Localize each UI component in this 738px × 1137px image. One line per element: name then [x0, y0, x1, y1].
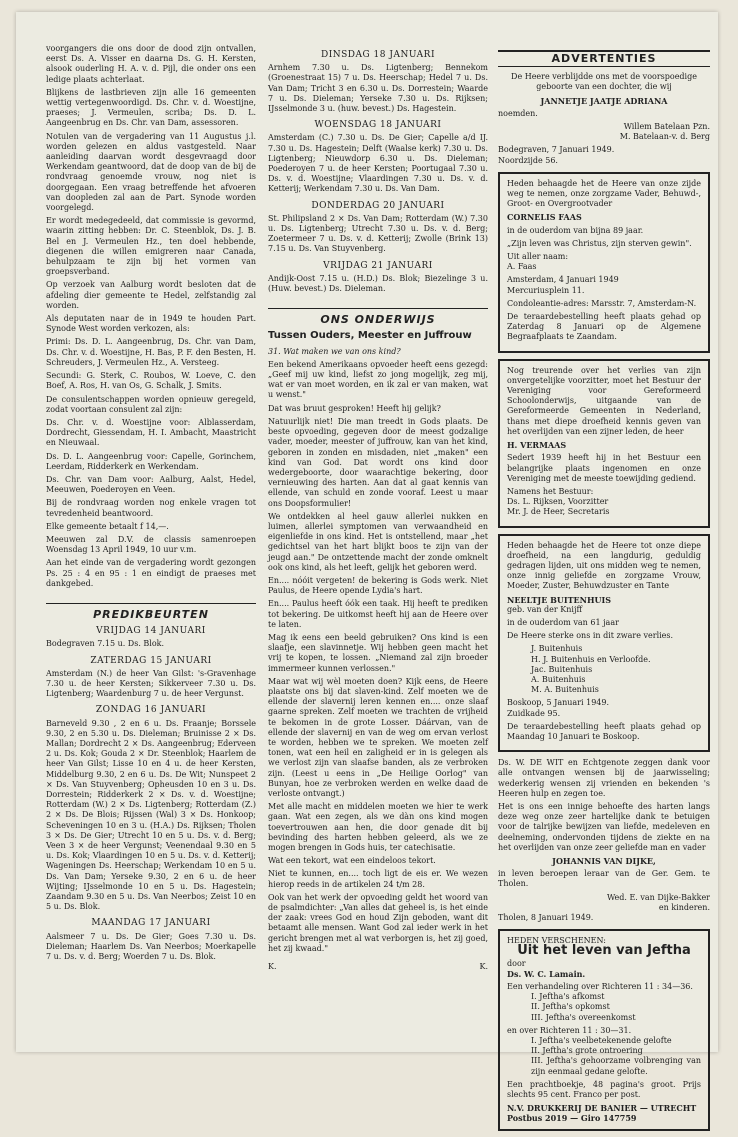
ad-text: Sedert 1939 heeft hij in het Bestuur een belangrijke plaats ingenomen en onze Vereniging met de meeste toewijding gediend.	[507, 453, 701, 483]
family-name: M. A. Buitenhuis	[531, 685, 599, 695]
ad-address: Noordzijde 56.	[498, 155, 558, 165]
paragraph: Primi: Ds. D. L. Aangeenbrug, Ds. Chr. van Dam, Ds. Chr. v. d. Woestijne, H. Bas, P. F. den Besten, H. Schreuders, J. Vermeulen Hz., A. Versteeg.	[46, 337, 256, 367]
article-paragraph: Een bekend Amerikaans opvoeder heeft eens gezegd: „Geef mij uw kind, liefst zo jong mogelijk, zeg mij, wat er van moet worden, en ik zal er van maken, wat u wenst."	[268, 359, 488, 400]
day-heading: VRIJDAG 21 JANUARI	[323, 260, 433, 271]
family-name: A. Buitenhuis	[531, 674, 586, 684]
deceased-name: NEELTJE BUITENHUIS	[507, 594, 611, 605]
article-paragraph: En.... nóóit vergeten! de bekering is Gods werk. Niet Paulus, de Heere opende Lydia's hart.	[268, 575, 488, 596]
day-heading: ZATERDAG 15 JANUARI	[90, 655, 212, 666]
article-paragraph: Maar wat wij wèl moeten doen? Kijk eens, de Heere plaatste ons bij dat slaven-kind. Zelf moeten we de ellende der slavernij leren kennen en.... onze slaaf gaarne spreken. Zelf moeten we trachten de vrijheid te bekomen in de grote Losser. Dáárvan, van de ellende der slavernij en van de weg om ervan verlost te worden, hebben we te spreken. We moeten zelf tonen, wat een heil en zaligheid er in is gelegen als we verlost zijn van slaafse banden, als ze verbroken zijn. (Leest u eens in „De Heilige Oorlog" van Bunyan, hoe ze verbroken werden en welke daad de verloste ontvangt.)	[268, 676, 488, 798]
day-schedule: Barneveld 9.30 , 2 en 6 u. Ds. Fraanje; Borssele 9.30, 2 en 5.30 u. Ds. Dieleman; Bruinisse 2 × Ds. Mallan; Dordrecht 2 × Ds. Aangeenbrug; Ederveen 2 u. Ds. Kok; Gouda 2 × Dr. Steenblok; Haarlem de heer Van Gilst; Lisse 10 en 4 u. de heer Kersten, Middelburg 9.30, 2 en 6 u. Ds. De Wit; Nunspeet 2 × Ds. Van Stuyvenberg; Opheusden 10 en 3 u. Ds. Dorrestein; Ridderkerk 2 × Ds. v. d. Woestijne; Rotterdam (W.) 2 × Ds. Ligtenberg; Rotterdam (Z.) 2 × Ds. De Blois; Rijssen (Wal) 3 × Ds. Honkoop; Scheveningen 10 en 3 u. (H.A.) Ds. Rijksen; Tholen 3 × Ds. De Gier; Utrecht 10 en 5 u. Ds. v. d. Berg; Veen 3 × de heer Vergunst; Veenendaal 9.30 en 5 u. Ds. Kok; Vlaardingen 10 en 5 u. Ds. v. d. Ketterij; Wageningen Ds. Heerschap; Werkendam 10 en 5 u. Ds. Van Dam; Yerseke 9.30, 2 en 6 u. de heer Wijting; IJsselmonde 10 en 5 u. Ds. Hagestein; Zaandam 9.30 en 5 u. Ds. Van Neerbos; Zeist 10 en 5 u. Ds. Blok.	[46, 718, 256, 912]
ad-text: door	[507, 958, 526, 968]
day-schedule: Andijk-Oost 7.15 u. (H.D.) Ds. Blok; Biezelinge 3 u. (Huw. bevest.) Ds. Dieleman.	[268, 273, 488, 294]
day-schedule: Bodegraven 7.15 u. Ds. Blok.	[46, 639, 165, 649]
paragraph: Secundi: G. Sterk, C. Roubos, W. Loeve, C. den Boef, A. Ros, H. van Os, G. Schalk, J. Smits.	[46, 371, 256, 391]
column-middle	[268, 44, 488, 972]
paragraph: Blijkens de lastbrieven zijn alle 16 gemeenten wettig vertegenwoordigd. Ds. Chr. v. d. Woestijne, praeses; J. Vermeulen, scriba; Ds. D. L. Aangeenbrug en Ds. Chr. van Dam, assessoren.	[46, 87, 256, 128]
ad-text: De Heere verblijdde ons met de voorspoedige geboorte van een dochter, die wij	[511, 72, 697, 92]
article-title: Tussen Ouders, Meester en Juffrouw	[268, 330, 472, 342]
paragraph: Aan het einde van de vergadering wordt gezongen Ps. 25 : 4 en 95 : 1 en eindigt de praeses met dankgebed.	[46, 558, 256, 588]
ad-text: in de ouderdom van bijna 89 jaar.	[507, 225, 644, 235]
ad-address: Zuidkade 95.	[507, 708, 561, 718]
ad-place-date: Tholen, 8 Januari 1949.	[498, 913, 594, 923]
paragraph: Notulen van de vergadering van 11 Augustus j.l. worden gelezen en aldus vastgesteld. Naar aanleiding daarvan wordt desgevraagd door Werkendam geantwoord, dat de doop van de bij de rondvraag genoemde vrouw, nog niet is doorgegaan. Een vraag betreffende het afvoeren van doopleden zal aan de Part. Synode worden voorgelegd.	[46, 131, 256, 213]
section-title-predikbeurten: PREDIKBEURTEN	[46, 603, 256, 620]
ad-obituary-faas	[498, 172, 710, 353]
day-schedule: St. Philipsland 2 × Ds. Van Dam; Rotterdam (W.) 7.30 u. Ds. Ligtenberg; Utrecht 7.30 u. Ds. v. d. Berg; Zoetermeer 7 u. Ds. v. d. Ketterij; Zwolle (Brink 13) 7.15 u. Ds. Van Stuyvenberg.	[268, 213, 488, 254]
ad-sign: en kinderen.	[658, 902, 710, 912]
paragraph: voorgangers die ons door de dood zijn ontvallen, eerst Ds. A. Visser en daarna Ds. G. H. Kersten, alsook ouderling H. A. v. d. Pijl, die onder ons een ledige plaats achterlaat.	[46, 44, 256, 84]
advertenties-title: ADVERTENTIES	[498, 50, 710, 67]
deceased-name: H. VERMAAS	[507, 440, 567, 451]
paragraph: Ds. Chr. van Dam voor: Aalburg, Aalst, Hedel, Meeuwen, Poederoyen en Veen.	[46, 474, 256, 495]
day-schedule: Amsterdam (N.) de heer Van Gilst: 's-Gravenhage 7.30 u. de heer Kersten; Sikkerveer 7.30 u. Ds. Ligtenberg; Waardenburg 7 u. de heer Vergunst.	[46, 668, 256, 699]
ad-sign: Namens het Bestuur:	[507, 486, 594, 496]
ad-text: in leven beroepen leraar van de Ger. Gem. te Tholen.	[498, 869, 710, 889]
paragraph: De consulentschappen worden opnieuw geregeld, zodat voortaan consulent zal zijn:	[46, 394, 256, 414]
family-name: Jac. Buitenhuis	[531, 664, 593, 674]
family-name: J. Buitenhuis	[531, 644, 583, 654]
ad-text: en over Richteren 11 : 30—31.	[507, 1025, 632, 1035]
ad-sign: Uit aller naam:	[507, 252, 569, 262]
list-item: II. Jeftha's grote ontroering	[531, 1046, 643, 1056]
parent-name: M. Batelaan-v. d. Berg	[619, 132, 710, 142]
ad-text: Het is ons een innige behoefte des harten langs deze weg onze zeer hartelijke dank te betuigen voor de talrijke bewijzen van liefde, medeleven en deelneming, ondervonden tijdens de ziekte en na het overlijden van onze zeer geliefde man en vader	[498, 801, 710, 852]
article-paragraph: Mag ik eens een beeld gebruiken? Ons kind is een slaafje, een slavinnetje. Wij hebben geen macht het vrij te kopen, te lossen. „Niemand zal zijn broeder immermeer kunnen verlossen."	[268, 632, 488, 673]
paragraph: Op verzoek van Aalburg wordt besloten dat de afdeling dier gemeente te Hedel, zelfstandig zal worden.	[46, 280, 256, 310]
newspaper-page	[16, 12, 718, 1124]
ad-sign: Wed. E. van Dijke-Bakker	[606, 892, 710, 902]
list-item: II. Jeftha's opkomst	[531, 1002, 610, 1012]
day-heading: ZONDAG 16 JANUARI	[95, 705, 207, 716]
ad-book-jeftha	[498, 929, 710, 1130]
family-name: H. J. Buitenhuis en Verloofde.	[531, 654, 651, 664]
deceased-name: JOHANNIS VAN DIJKE,	[552, 856, 656, 866]
ad-text: Een prachtboekje, 48 pagina's groot. Prijs slechts 95 cent. Franco per post.	[507, 1079, 701, 1100]
ad-text: geb. van der Knijff	[507, 604, 583, 614]
day-heading: WOENSDAG 18 JANUARI	[314, 120, 442, 131]
paragraph: Ds. Chr. v. d. Woestijne voor: Alblasserdam, Dordrecht, Giessendam, H. I. Ambacht, Maastricht en Nieuwaal.	[46, 417, 256, 448]
publisher: N.V. DRUKKERIJ DE BANIER — UTRECHT	[507, 1103, 697, 1114]
article-paragraph: En.... Paulus heeft óók een taak. Hij heeft te prediken tot bekering. De uitkomst heeft hij aan de Heere over te laten.	[268, 599, 488, 629]
paragraph: Meeuwen zal D.V. de classis samenroepen Woensdag 13 April 1949, 10 uur v.m.	[46, 534, 256, 555]
day-heading: VRIJDAG 14 JANUARI	[96, 626, 206, 637]
ad-text: Nog treurende over het verlies van zijn onvergetelijke voorzitter, moet het Bestuur der Vereniging voor Gereformeerd Schoolonderwijs, uitgaande van de Gereformeerde Gemeenten in Nederland, thans met diepe droefheid kennis geven van het overlijden van een zijner leden, de heer	[507, 365, 701, 436]
signature-left: K.	[268, 962, 277, 972]
paragraph: Ds. D. L. Aangeenbrug voor: Capelle, Gorinchem, Leerdam, Ridderkerk en Werkendam.	[46, 451, 256, 471]
article-signature	[268, 962, 488, 972]
deceased-name: CORNELIS FAAS	[507, 212, 582, 223]
ad-text: Heden behaagde het de Heere van onze zijde weg te nemen, onze zorgzame Vader, Behuwd-, Groot- en Overgrootvader	[507, 178, 701, 209]
paragraph: Bij de rondvraag worden nog enkele vragen tot tevredenheid beantwoord.	[46, 498, 256, 518]
column-left	[46, 44, 256, 965]
ad-text: Condoleantie-adres: Marsstr. 7, Amsterdam-N.	[507, 298, 697, 308]
article-paragraph: Met alle macht en middelen moeten we hier te werk gaan. Wat een zegen, als we dàn ons kind mogen toevertrouwen aan hen, die door genade dit bij bevinding des harten hebben geleerd, als we ze mogen brengen in Gods huis, ter catechisatie.	[268, 802, 488, 853]
day-heading: DINSDAG 18 JANUARI	[320, 50, 435, 60]
publisher-address: Postbus 2019 — Giro 147759	[507, 1113, 637, 1124]
ad-label: HEDEN VERSCHENEN:	[507, 936, 606, 946]
day-schedule: Amsterdam (C.) 7.30 u. Ds. De Gier; Capelle a/d IJ. 7.30 u. Ds. Hagestein; Delft (Waalse kerk) 7.30 u. Ds. Ligtenberg; Nieuwdorp 6.30 u. Ds. Dieleman; Poederoyen 7 u. de heer Kersten; Poortugaal 7.30 u. Ds. v. d. Woestijne; Vlaardingen 7.30 u. Ds. v. d. Ketterij; Werkendam 7.30 u. Ds. Van Dam.	[268, 133, 488, 194]
article-subtitle: 31. Wat maken we van ons kind?	[268, 346, 401, 356]
ad-text: Ds. W. DE WIT en Echtgenote zeggen dank voor alle ontvangen wensen bij de jaarwisseling; wederkerig wensen zij vrienden en bekenden 's Heeren hulp en zegen toe.	[498, 758, 710, 798]
column-advertisements	[498, 50, 710, 1137]
ad-thanks	[498, 758, 710, 923]
ad-place-date: Amsterdam, 4 Januari 1949	[507, 275, 619, 285]
ad-quote: „Zijn leven was Christus, zijn sterven gewin".	[507, 238, 692, 248]
ad-obituary-buitenhuis	[498, 534, 710, 753]
ad-sign: Ds. L. Rijksen, Voorzitter	[507, 497, 609, 507]
list-item: III. Jeftha's gehoorzame volbrenging van zijn eenmaal gedane gelofte.	[531, 1056, 701, 1076]
paragraph: Elke gemeente betaalt f 14,—.	[46, 521, 169, 531]
ad-sign: A. Faas	[507, 262, 537, 272]
article-paragraph: We ontdekken al heel gauw allerlei nukken en luimen, allerlei symptomen van verwaandheid en eigenliefde in ons kind. Het is ontstellend, maar „het gedichtsel van het hart blijkt boos te zijn van der jeugd aan." De ontzettende macht der zonde omknelt ook ons kind, als het leeft, gelijk het geboren werd.	[268, 511, 488, 572]
article-paragraph: Natuurlijk niet! Die man treedt in Gods plaats. De beste opvoeding, gegeven door de meest godzalige vader, moeder, meester of juffrouw, kan van het kind, geboren in zonden en misdaden, niet „maken" een kind van God. Dat wordt ons kind door wedergeboorte, door waarachtige bekering, door vernieuwing des harten. Aan dat al gaat kennis van ellende, van schuld en zonde vooraf. Leest u maar ons Doopsformulier!	[268, 416, 488, 508]
paragraph: Als deputaten naar de in 1949 te houden Part. Synode West worden verkozen, als:	[46, 314, 256, 334]
ad-text: De teraardebestelling heeft plaats gehad op Zaterdag 8 Januari op de Algemene Begraafplaats te Zaandam.	[507, 312, 701, 342]
ad-text: noemden.	[498, 108, 538, 118]
ad-place-date: Bodegraven, 7 Januari 1949.	[498, 145, 615, 155]
signature-right: K.	[479, 962, 488, 972]
child-name: JANNETJE JAATJE ADRIANA	[540, 95, 668, 106]
day-heading: DONDERDAG 20 JANUARI	[311, 200, 445, 211]
ad-sign: Mr. J. de Heer, Secretaris	[507, 507, 610, 517]
ad-text: Heden behaagde het de Heere tot onze diepe droefheid, na een langdurig, geduldig gedragen lijden, uit ons midden weg te nemen, onze innig geliefde en zorgzame Vrouw, Moeder, Zuster, Behuwdzuster en Tante	[507, 540, 701, 591]
book-title: Uit het leven van Jeftha	[517, 943, 691, 959]
parent-name: Willem Batelaan Pzn.	[623, 122, 710, 132]
ad-birth-announcement	[498, 72, 710, 166]
article-paragraph: Niet te kunnen, en.... toch ligt de eis er. We wezen hierop reeds in de artikelen 24 t/m 28.	[268, 869, 488, 889]
ad-place-date: Boskoop, 5 Januari 1949.	[507, 698, 609, 708]
ad-text: Een verhandeling over Richteren 11 : 34—36.	[507, 982, 693, 992]
day-schedule: Aalsmeer 7 u. Ds. De Gier; Goes 7.30 u. Ds. Dieleman; Haarlem Ds. Van Neerbos; Moerkapelle 7 u. Ds. v. d. Berg; Woerden 7 u. Ds. Blok.	[46, 931, 256, 962]
ad-text: De teraardebestelling heeft plaats gehad op Maandag 10 Januari te Boskoop.	[507, 721, 701, 741]
paragraph: Er wordt medegedeeld, dat commissie is gevormd, waarin zitting hebben: Dr. C. Steenblok, Ds. J. B. Bel en J. Vermeulen Hz., ten doel hebbende, diegenen die willen emigreren naar Canada, behulpzaam te zijn bij het vormen van groepsverband.	[46, 216, 256, 277]
day-schedule: Arnhem 7.30 u. Ds. Ligtenberg; Bennekom (Groenestraat 15) 7 u. Ds. Heerschap; Hedel 7 u. Ds. Van Dam; Tricht 3 en 6.30 u. Ds. Dorrestein; Waarde 7 u. Ds. Dieleman; Yerseke 7.30 u. Ds. Rijksen; IJsselmonde 3 u. (huw. bevest.) Ds. Hagestein.	[268, 63, 488, 114]
article-paragraph: Dat was bruut gesproken! Heeft hij gelijk?	[268, 403, 441, 413]
book-author: Ds. W. C. Lamain.	[507, 968, 586, 979]
day-heading: MAANDAG 17 JANUARI	[91, 918, 211, 929]
ad-address: Mercuriusplein 11.	[507, 285, 585, 295]
list-item: I. Jeftha's afkomst	[531, 992, 605, 1002]
list-item: III. Jeftha's overeenkomst	[531, 1012, 636, 1022]
list-item: I. Jeftha's veelbetekenende gelofte	[531, 1036, 672, 1046]
ad-text: in de ouderdom van 61 jaar	[507, 617, 619, 627]
article-paragraph: Ook van het werk der opvoeding geldt het woord van de psalmdichter: „Van alles dat geheel is, is het einde der zaak: vrees God en houd Zijn geboden, want dit betaamt alle mensen. Want God zal ieder werk in het gericht brengen met al wat verborgen is, het zij goed, het zij kwaad."	[268, 892, 488, 953]
ad-obituary-vermaas	[498, 359, 710, 528]
section-title-ons-onderwijs: ONS ONDERWIJS	[268, 308, 488, 325]
article-paragraph: Wat een tekort, wat een eindeloos tekort.	[268, 856, 436, 866]
ad-text: De Heere sterke ons in dit zware verlies.	[507, 631, 674, 641]
